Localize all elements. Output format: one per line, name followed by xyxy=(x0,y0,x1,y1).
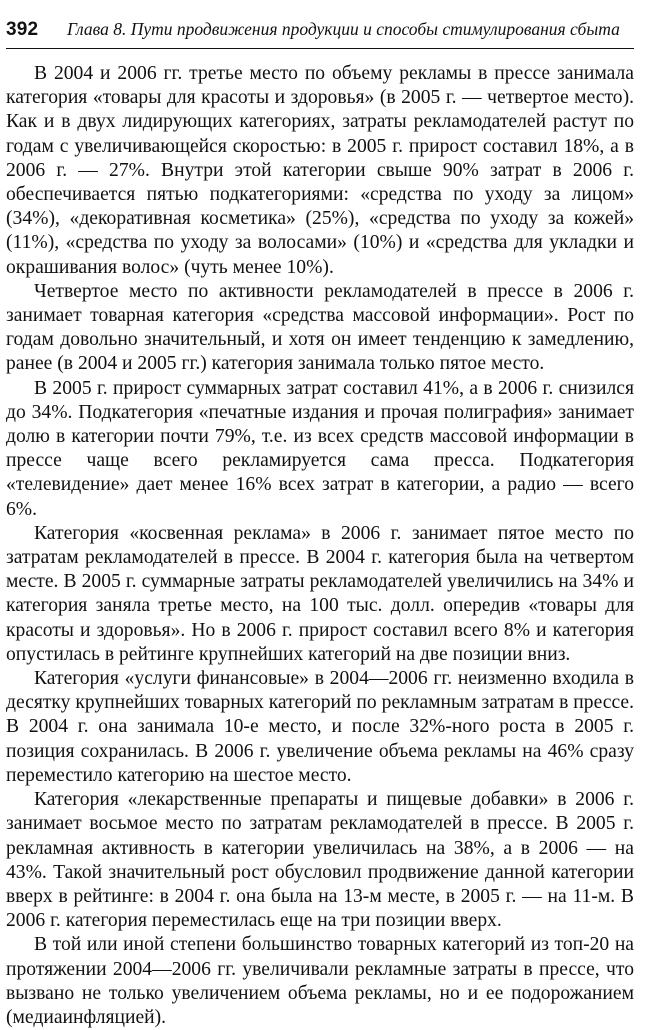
page-header xyxy=(6,18,634,49)
paragraph-indirect-advertising: Категория «косвенная реклама» в 2006 г. занимает пятое место по затратам рекламодателей в прессе. В 2004 г. категория была на четвертом месте. В 2005 г. суммарные затраты рекламодателей увеличились на 34% и категория заняла третье место, на 100 тыс. долл. опередив «товары для красоты и здоровья». Но в 2006 г. прирост составил всего 8% и категория опустилась в рейтинге крупнейших категорий на две позиции вниз. xyxy=(6,522,634,665)
paragraph-top20-summary: В той или иной степени большинство товарных категорий из топ-20 на протяжении 2004—2006 гг. увеличивали рекламные затраты в прессе, что вызвано не только увеличением объема рекламы, но и ее подорожанием (медиаинфляцией). xyxy=(6,934,634,1028)
running-head: Глава 8. Пути продвижения продукции и способы стимулирования сбыта xyxy=(67,19,620,39)
page-number: 392 xyxy=(6,19,39,40)
paragraph-mass-media: Четвертое место по активности рекламодателей в прессе в 2006 г. занимает товарная категория «средства массовой информации». Рост по годам довольно значительный, и хотя он имеет тенденцию к замедлению, ранее (в 2004 и 2005 гг.) категория занимала только пятое место. xyxy=(6,280,634,375)
paragraph-medicines: Категория «лекарственные препараты и пищевые добавки» в 2006 г. занимает восьмое место по затратам рекламодателей в прессе. В 2005 г. рекламная активность в категории увеличилась на 38%, а в 2006 — на 43%. Такой значительный рост обусловил продвижение данной категории вверх в рейтинге: в 2004 г. она была на 13-м месте, в 2005 г. — на 11-м. В 2006 г. категория переместилась еще на три позиции вверх. xyxy=(6,789,634,932)
paragraph-beauty-health: В 2004 и 2006 гг. третье место по объему рекламы в прессе занимала категория «товары для красоты и здоровья» (в 2005 г. — четвертое место). Как и в двух лидирующих категориях, затраты рекламодателей растут по годам с увеличивающейся скоростью: в 2005 г. прирост составил 18%, а в 2006 г. — 27%. Внутри этой категории свыше 90% затрат в 2006 г. обеспечивается пятью подкатегориями: «средства по уходу за лицом» (34%), «декоративная косметика» (25%), «средства по уходу за кожей» (11%), «средства по уходу за волосами» (10%) и «средства для укладки и окрашивания волос» (чуть менее 10%). xyxy=(6,63,634,278)
paragraph-media-growth: В 2005 г. прирост суммарных затрат составил 41%, а в 2006 г. снизился до 34%. Подкатегория «печатные издания и прочая полиграфия» занимает долю в категории почти 79%, т.е. из всех средств массовой информации в прессе чаще всего рекламируется сама пресса. Подкатегория «телевидение» дает менее 16% всех затрат в категории, а радио — всего 6%. xyxy=(6,377,634,520)
paragraph-financial-services: Категория «услуги финансовые» в 2004—2006 гг. неизменно входила в десятку крупнейших товарных категорий по рекламным затратам в прессе. В 2004 г. она занимала 10-е место, и после 32%-ного роста в 2005 г. позиция сохранилась. В 2006 г. увеличение объема рекламы на 46% сразу переместило категорию на шестое место. xyxy=(6,668,634,786)
body-text xyxy=(6,62,634,1030)
